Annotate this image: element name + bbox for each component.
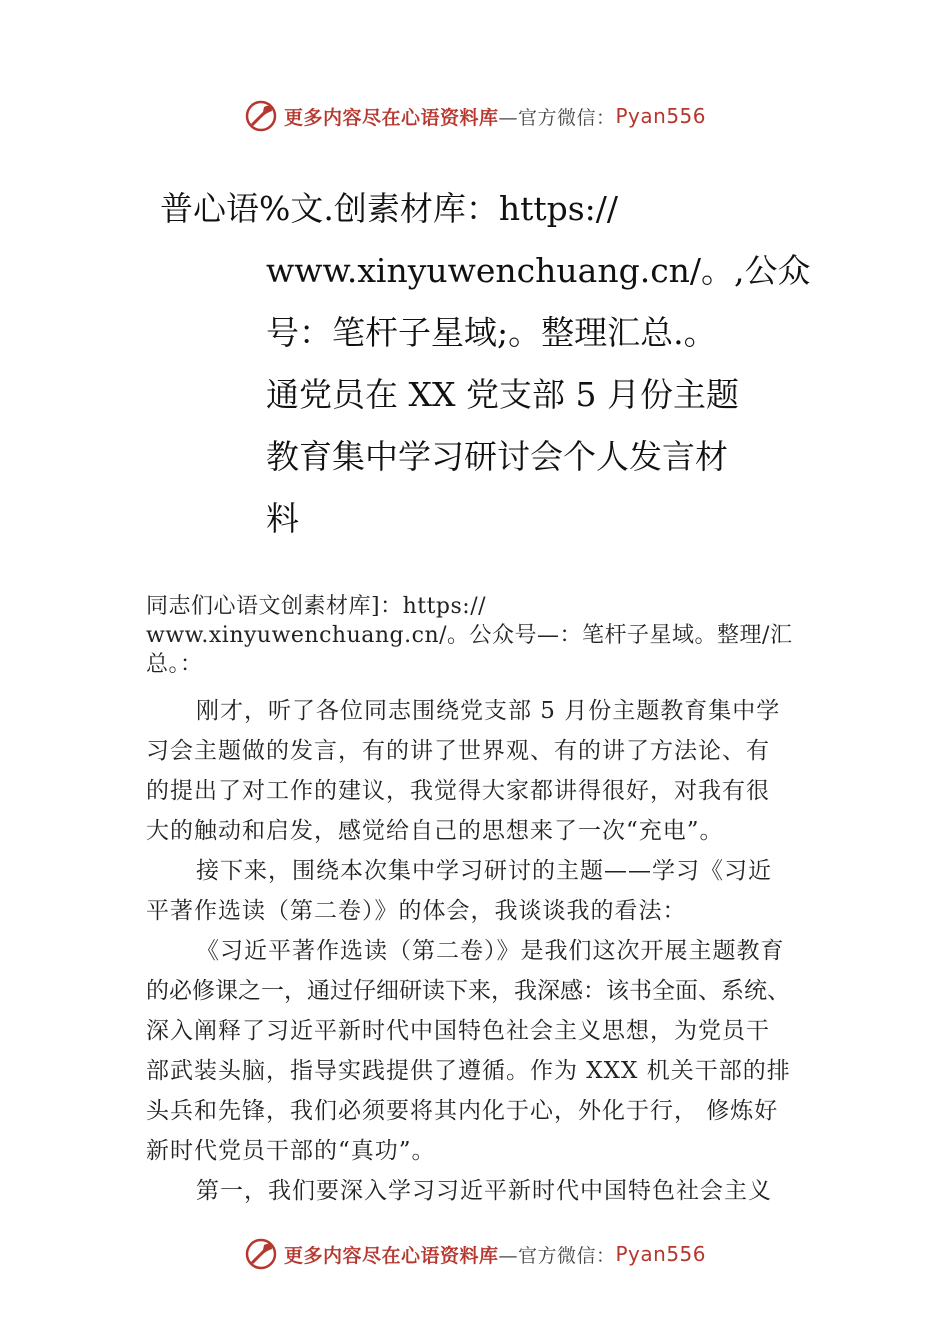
paragraph-line: 部武装头脑，指导实践提供了遵循。作为 XXX 机关干部的排 <box>146 1058 791 1084</box>
title-line: www.xinyuwenchuang.cn/。,公众 <box>266 251 811 290</box>
paragraph-line: 平著作选读（第二卷）》的体会，我谈谈我的看法： <box>146 898 687 924</box>
paragraph <box>146 931 836 1171</box>
footer-banner <box>0 1234 950 1274</box>
quill-logo-icon <box>244 1237 278 1271</box>
title-line: 通党员在 XX 党支部 5 月份主题 <box>266 375 739 414</box>
banner-wechat-id: Pyan556 <box>615 104 707 128</box>
paragraph-line: 的提出了对工作的建议，我觉得大家都讲得很好，对我有很 <box>146 778 770 804</box>
title-line: 号：笔杆子星域;。整理汇总.。 <box>266 313 717 352</box>
paragraph-line: 刚才，听了各位同志围绕党支部 5 月份主题教育集中学 <box>196 698 781 724</box>
banner-lead-text: 更多内容尽在心语资料库 <box>283 1244 499 1267</box>
paragraph <box>146 851 836 931</box>
intro-line: 同志们心语文创素材库]：https:// <box>146 594 487 619</box>
banner-separator-text: —官方微信： <box>498 106 616 129</box>
banner-wechat-id: Pyan556 <box>615 1242 707 1266</box>
paragraph-line: 第一，我们要深入学习习近平新时代中国特色社会主义 <box>196 1178 772 1204</box>
paragraph-line: 头兵和先锋，我们必须要将其内化于心，外化于行， 修炼好 <box>146 1098 779 1124</box>
header-banner <box>0 96 950 136</box>
paragraph-line: 接下来，围绕本次集中学习研讨的主题——学习《习近 <box>196 858 772 884</box>
quill-logo-icon <box>244 99 278 133</box>
banner-lead-text: 更多内容尽在心语资料库 <box>283 106 499 129</box>
paragraph <box>146 1171 836 1211</box>
paragraph-line: 新时代党员干部的“真功”。 <box>146 1138 436 1164</box>
intro-block <box>146 592 836 679</box>
intro-line: www.xinyuwenchuang.cn/。公众号—：笔杆子星域。整理/汇 <box>146 623 793 648</box>
title-line: 教育集中学习研讨会个人发言材 <box>266 437 728 476</box>
intro-line: 总。： <box>146 652 203 677</box>
paragraph-line: 习会主题做的发言，有的讲了世界观、有的讲了方法论、有 <box>146 738 770 764</box>
title-line: 料 <box>266 499 299 538</box>
paragraph-line: 大的触动和启发，感觉给自己的思想来了一次“充电”。 <box>146 818 724 844</box>
banner-separator-text: —官方微信： <box>498 1244 616 1267</box>
paragraph-line: 《习近平著作选读（第二卷）》是我们这次开展主题教育 <box>196 938 785 964</box>
paragraph-line: 深入阐释了习近平新时代中国特色社会主义思想，为党员干 <box>146 1018 770 1044</box>
paragraph-line: 的必修课之一，通过仔细研读下来，我深感：该书全面、系统、 <box>146 978 790 1004</box>
title-line: 普心语%文.创素材库：https:// <box>160 189 619 228</box>
paragraph <box>146 691 836 851</box>
document-body <box>146 592 836 1211</box>
